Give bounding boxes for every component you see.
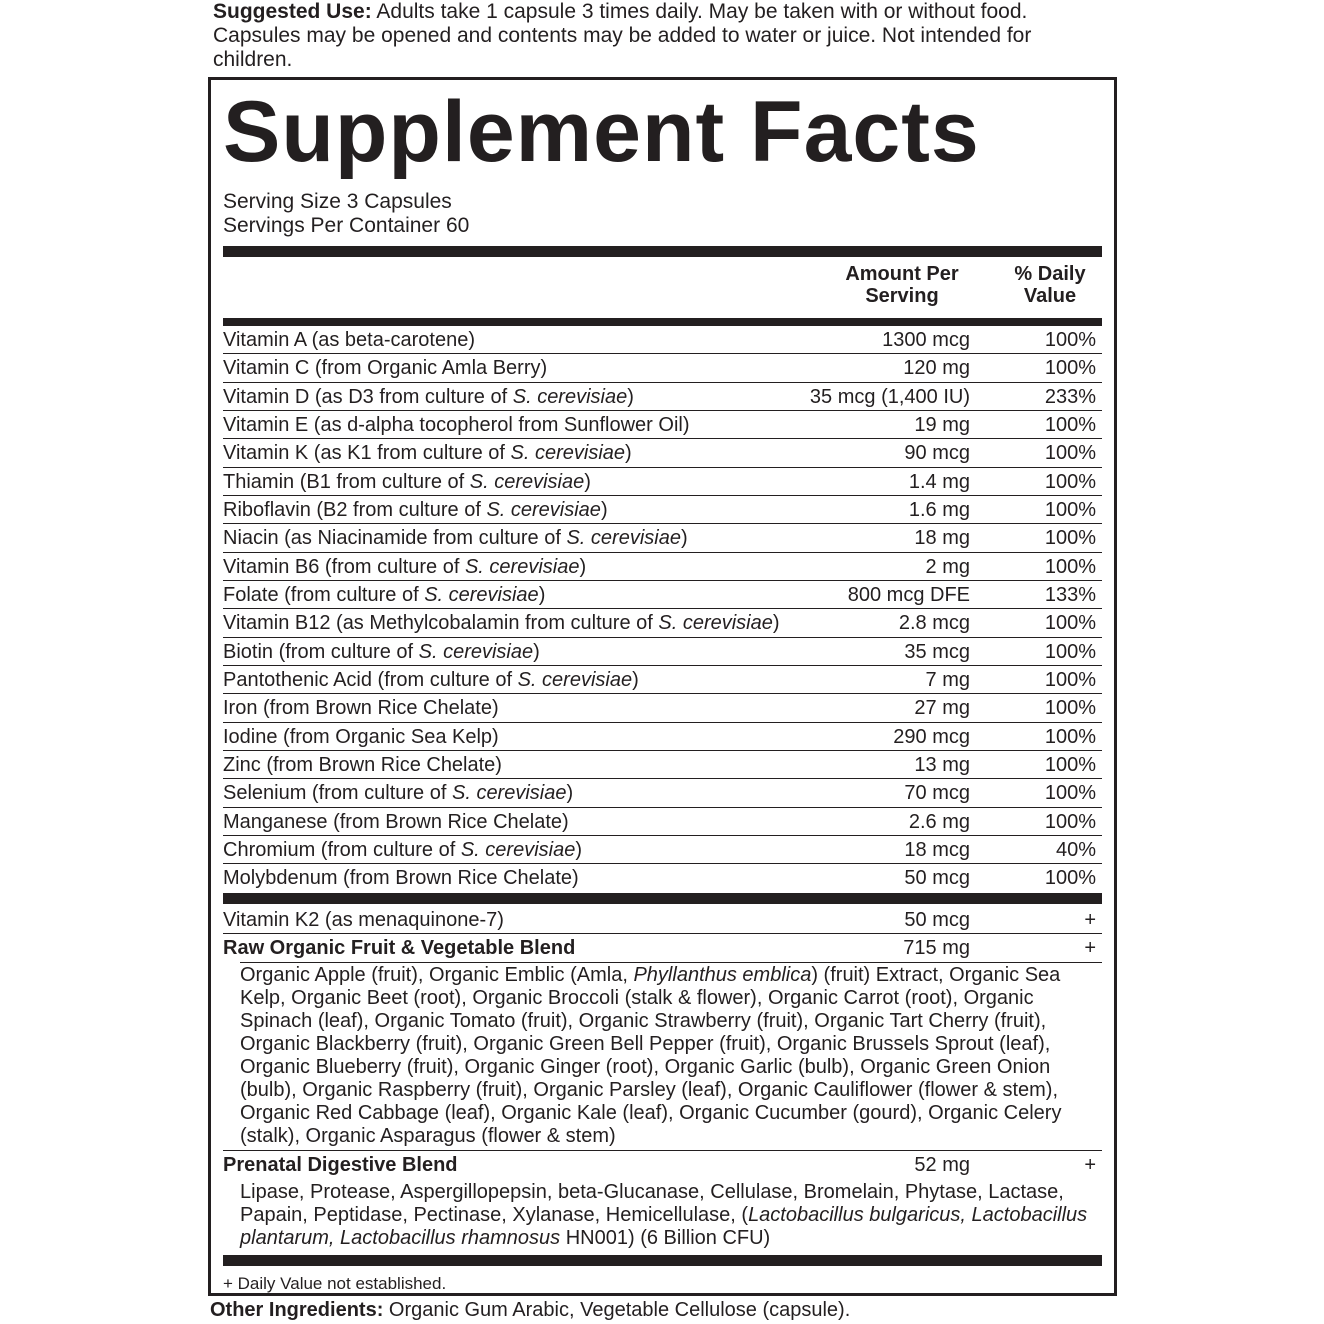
nutrient-dv: 133% <box>1044 583 1096 606</box>
nutrient-name <box>223 468 591 496</box>
nutrient-name-text: Biotin (from culture of <box>223 640 419 663</box>
nutrient-name <box>223 779 573 807</box>
nutrient-dv: 100% <box>1044 782 1096 805</box>
nutrient-name-text: Molybdenum (from Brown Rice Chelate) <box>223 867 579 890</box>
nutrient-amount: 50 mcg <box>904 867 970 890</box>
nutrient-row <box>223 468 1102 496</box>
nutrient-dv: 40% <box>1055 838 1096 861</box>
suggested-use-label: Suggested Use: <box>213 0 372 23</box>
nutrient-name <box>223 836 582 864</box>
nutrient-amount: 18 mcg <box>904 838 970 861</box>
nutrient-dv: 100% <box>1044 470 1096 493</box>
nutrient-name-suffix: ) <box>566 782 574 805</box>
servings-per-container: Servings Per Container 60 <box>223 214 470 237</box>
nutrient-name-text: Chromium (from culture of <box>223 838 461 861</box>
suggested-use-text: Adults take 1 capsule 3 times daily. May be taken with or without food. Capsules may be opened and contents may be added to water or juice. Not intended for children. <box>213 0 1032 71</box>
nutrient-amount: 2 mg <box>925 555 970 578</box>
nutrient-row <box>223 751 1102 779</box>
nutrient-row <box>223 496 1102 524</box>
divider-thick <box>223 893 1102 904</box>
divider-thick <box>223 246 1102 257</box>
blend-ingredients-fruit-vegetable <box>223 963 1102 1151</box>
nutrient-name-suffix: ) <box>533 640 540 663</box>
nutrient-name-suffix: ) <box>600 498 608 521</box>
nutrient-source-italic: S. cerevisiae <box>451 782 567 805</box>
nutrient-source-italic: S. cerevisiae <box>418 640 534 663</box>
blend-name: Raw Organic Fruit & Vegetable Blend <box>223 936 576 959</box>
blend-desc-part: HN001) (6 Billion CFU) <box>560 1226 771 1249</box>
nutrient-dv: + <box>1084 908 1096 931</box>
nutrient-name <box>223 326 475 354</box>
nutrient-dv: 100% <box>1044 753 1096 776</box>
nutrient-name-suffix: ) <box>575 838 583 861</box>
blend-ingredients-digestive <box>223 1180 1102 1252</box>
nutrient-name <box>223 496 608 524</box>
nutrient-amount: 13 mg <box>914 753 970 776</box>
nutrient-dv: 100% <box>1044 668 1096 691</box>
nutrient-source-italic: S. cerevisiae <box>658 612 773 635</box>
blend-amount: 52 mg <box>914 1154 970 1177</box>
nutrient-name-text: Niacin (as Niacinamide from culture of <box>223 527 567 550</box>
nutrient-name-suffix: ) <box>584 470 591 493</box>
nutrient-amount: 70 mcg <box>904 782 970 805</box>
nutrient-name-text: Vitamin A (as beta-carotene) <box>223 329 475 351</box>
nutrient-row <box>223 411 1102 439</box>
panel-content <box>223 80 1102 1296</box>
nutrient-name <box>223 751 502 779</box>
supplement-facts-panel <box>208 77 1117 1296</box>
blend-desc-part: ) (fruit) Extract, Organic Sea Kelp, Organic Beet (root), Organic Broccoli (stalk & flower), Organic Carrot (root), Organic Spinach (leaf), Organic Tomato (fruit), Organic Strawberry (fruit), Organic Tart Cherry (fruit), Organic Blackberry (fruit), Organic Green Bell Pepper (fruit), Organic Brussels Sprout (leaf), Organic Blueberry (fruit), Organic Ginger (root), Organic Garlic (bulb), Organic Green Onion (bulb), Organic Raspberry (fruit), Organic Parsley (leaf), Organic Cauliflower (flower & stem), Organic Red Cabbage (leaf), Organic Kale (leaf), Organic Cucumber (gourd), Organic Celery (stalk), Organic Asparagus (flower & stem) <box>240 964 1062 1148</box>
nutrient-list <box>223 326 1102 893</box>
nutrient-amount: 90 mcg <box>904 442 970 465</box>
nutrient-dv: 100% <box>1044 697 1096 720</box>
nutrient-amount: 27 mg <box>914 697 970 720</box>
blend-name: Prenatal Digestive Blend <box>223 1154 458 1177</box>
nutrient-dv: 100% <box>1044 527 1096 550</box>
nutrient-name-suffix: ) <box>625 442 632 465</box>
nutrient-name-text: Iron (from Brown Rice Chelate) <box>223 697 499 720</box>
nutrient-name-suffix: ) <box>772 612 780 635</box>
nutrient-name-text: Pantothenic Acid (from culture of <box>223 668 518 691</box>
nutrient-source-italic: S. cerevisiae <box>510 442 626 465</box>
nutrient-row <box>223 638 1102 666</box>
nutrient-name <box>223 864 579 892</box>
nutrient-amount: 800 mcg DFE <box>847 583 970 606</box>
column-headers <box>223 257 1102 318</box>
nutrient-amount: 18 mg <box>914 527 970 550</box>
other-ingredients-text: Organic Gum Arabic, Vegetable Cellulose (capsule). <box>383 1299 851 1321</box>
blend-amount: 715 mg <box>903 936 970 959</box>
nutrient-source-italic: S. cerevisiae <box>566 527 681 550</box>
blend-desc-italic: Phyllanthus emblica <box>633 964 812 987</box>
nutrient-row <box>223 808 1102 836</box>
nutrient-dv: 100% <box>1044 442 1096 465</box>
nutrient-row <box>223 864 1102 892</box>
nutrient-name <box>223 694 499 722</box>
nutrient-row <box>223 694 1102 722</box>
dv-header-line2: Value <box>1023 285 1077 307</box>
nutrient-name-text: Vitamin K (as K1 from culture of <box>223 442 511 465</box>
nutrient-source-italic: S. cerevisiae <box>469 470 585 493</box>
nutrient-row <box>223 383 1102 411</box>
nutrient-name-text: Manganese (from Brown Rice Chelate) <box>223 810 569 833</box>
nutrient-name-suffix: ) <box>632 668 639 691</box>
nutrient-name <box>223 723 499 751</box>
nutrient-name-text: Vitamin B6 (from culture of <box>223 555 465 578</box>
blend-dv: + <box>1084 936 1096 959</box>
blend-desc-part: Organic Apple (fruit), Organic Emblic (Amla, <box>240 964 634 987</box>
nutrient-row <box>223 723 1102 751</box>
nutrient-name-text: Selenium (from culture of <box>223 782 452 805</box>
nutrient-name-text: Vitamin D (as D3 from culture of <box>223 385 513 408</box>
nutrient-dv: 100% <box>1044 329 1096 351</box>
nutrient-dv: 100% <box>1044 498 1096 521</box>
nutrient-row <box>223 354 1102 382</box>
blend-dv: + <box>1084 1154 1096 1177</box>
nutrient-name-text: Iodine (from Organic Sea Kelp) <box>223 725 499 748</box>
dv-header-line1: % Daily <box>1014 263 1086 285</box>
nutrient-amount: 1.4 mg <box>908 470 970 493</box>
nutrient-name-text: Folate (from culture of <box>223 583 425 606</box>
nutrient-dv: 100% <box>1044 810 1096 833</box>
blend-desc-italic: Lactobacillus bulgaricus, Lactobacillus plantarum, Lactobacillus rhamnosus <box>240 1203 1088 1249</box>
nutrient-name <box>223 411 690 439</box>
daily-value-header <box>1000 263 1100 307</box>
nutrient-name <box>223 808 569 836</box>
amount-header-line2: Serving <box>865 285 939 307</box>
nutrient-row <box>223 609 1102 637</box>
nutrient-dv: 100% <box>1044 640 1096 663</box>
nutrient-amount: 7 mg <box>925 668 970 691</box>
nutrient-source-italic: S. cerevisiae <box>486 498 601 521</box>
nutrient-source-italic: S. cerevisiae <box>424 583 539 606</box>
nutrient-name-suffix: ) <box>627 385 634 408</box>
footnote: + Daily Value not established. <box>223 1273 447 1293</box>
nutrient-dv: 100% <box>1044 555 1096 578</box>
nutrient-dv: 100% <box>1044 867 1096 890</box>
serving-info <box>223 190 1102 238</box>
panel-title: Supplement Facts <box>223 84 980 180</box>
nutrient-name: Vitamin K2 (as menaquinone-7) <box>223 908 504 931</box>
nutrient-dv: 233% <box>1044 385 1096 408</box>
blend-row-fruit-vegetable <box>223 934 1102 962</box>
nutrient-row <box>223 524 1102 552</box>
nutrient-dv: 100% <box>1044 612 1096 635</box>
nutrient-amount: 35 mcg (1,400 IU) <box>809 385 970 408</box>
nutrient-row <box>223 666 1102 694</box>
nutrient-name-text: Vitamin B12 (as Methylcobalamin from culture of <box>223 612 659 635</box>
blend-desc-part: Lipase, Protease, Aspergillopepsin, beta-Glucanase, Cellulase, Bromelain, Phytase, Lactase, Papain, Peptidase, Pectinase, Xylanase, Hemicellulase, ( <box>240 1180 1064 1226</box>
divider-medium <box>223 318 1102 326</box>
divider-thick <box>223 1255 1102 1266</box>
nutrient-source-italic: S. cerevisiae <box>517 668 633 691</box>
other-ingredients <box>210 1297 850 1323</box>
nutrient-row <box>223 779 1102 807</box>
nutrient-source-italic: S. cerevisiae <box>460 838 576 861</box>
nutrient-name <box>223 638 540 666</box>
nutrient-row-k2 <box>223 906 1102 934</box>
nutrient-amount: 1300 mcg <box>882 329 970 351</box>
nutrient-amount: 35 mcg <box>904 640 970 663</box>
nutrient-amount: 120 mg <box>903 357 970 380</box>
amount-per-serving-header <box>832 263 972 307</box>
amount-header-line1: Amount Per <box>845 263 959 285</box>
blend-row-digestive <box>223 1151 1102 1179</box>
nutrient-name-suffix: ) <box>579 555 587 578</box>
nutrient-name-text: Thiamin (B1 from culture of <box>223 470 470 493</box>
nutrient-name-text: Vitamin C (from Organic Amla Berry) <box>223 357 548 380</box>
nutrient-row <box>223 439 1102 467</box>
nutrient-dv: 100% <box>1044 725 1096 748</box>
suggested-use <box>213 0 1113 72</box>
nutrient-row <box>223 326 1102 354</box>
nutrient-name-text: Vitamin E (as d-alpha tocopherol from Sunflower Oil) <box>223 413 690 436</box>
nutrient-name <box>223 581 545 609</box>
nutrient-name <box>223 524 688 552</box>
nutrient-amount: 19 mg <box>914 413 970 436</box>
nutrient-name <box>223 439 632 467</box>
nutrient-row <box>223 553 1102 581</box>
nutrient-name-text: Riboflavin (B2 from culture of <box>223 498 487 521</box>
nutrient-name-text: Zinc (from Brown Rice Chelate) <box>223 753 502 776</box>
other-ingredients-label: Other Ingredients: <box>210 1299 384 1321</box>
serving-size: Serving Size 3 Capsules <box>223 190 452 213</box>
nutrient-dv: 100% <box>1044 357 1096 380</box>
nutrient-amount: 50 mcg <box>904 908 970 931</box>
nutrient-name <box>223 609 780 637</box>
nutrient-row <box>223 836 1102 864</box>
nutrient-row <box>223 581 1102 609</box>
nutrient-source-italic: S. cerevisiae <box>464 555 580 578</box>
nutrient-name <box>223 666 639 694</box>
nutrient-name <box>223 354 547 382</box>
nutrient-amount: 2.6 mg <box>908 810 970 833</box>
nutrient-name-suffix: ) <box>538 583 546 606</box>
nutrient-name <box>223 553 586 581</box>
nutrient-name <box>223 383 634 411</box>
nutrient-source-italic: S. cerevisiae <box>512 385 628 408</box>
nutrient-amount: 2.8 mcg <box>898 612 970 635</box>
nutrient-amount: 1.6 mg <box>908 498 970 521</box>
nutrient-name-suffix: ) <box>680 527 688 550</box>
nutrient-amount: 290 mcg <box>893 725 970 748</box>
nutrient-dv: 100% <box>1044 413 1096 436</box>
